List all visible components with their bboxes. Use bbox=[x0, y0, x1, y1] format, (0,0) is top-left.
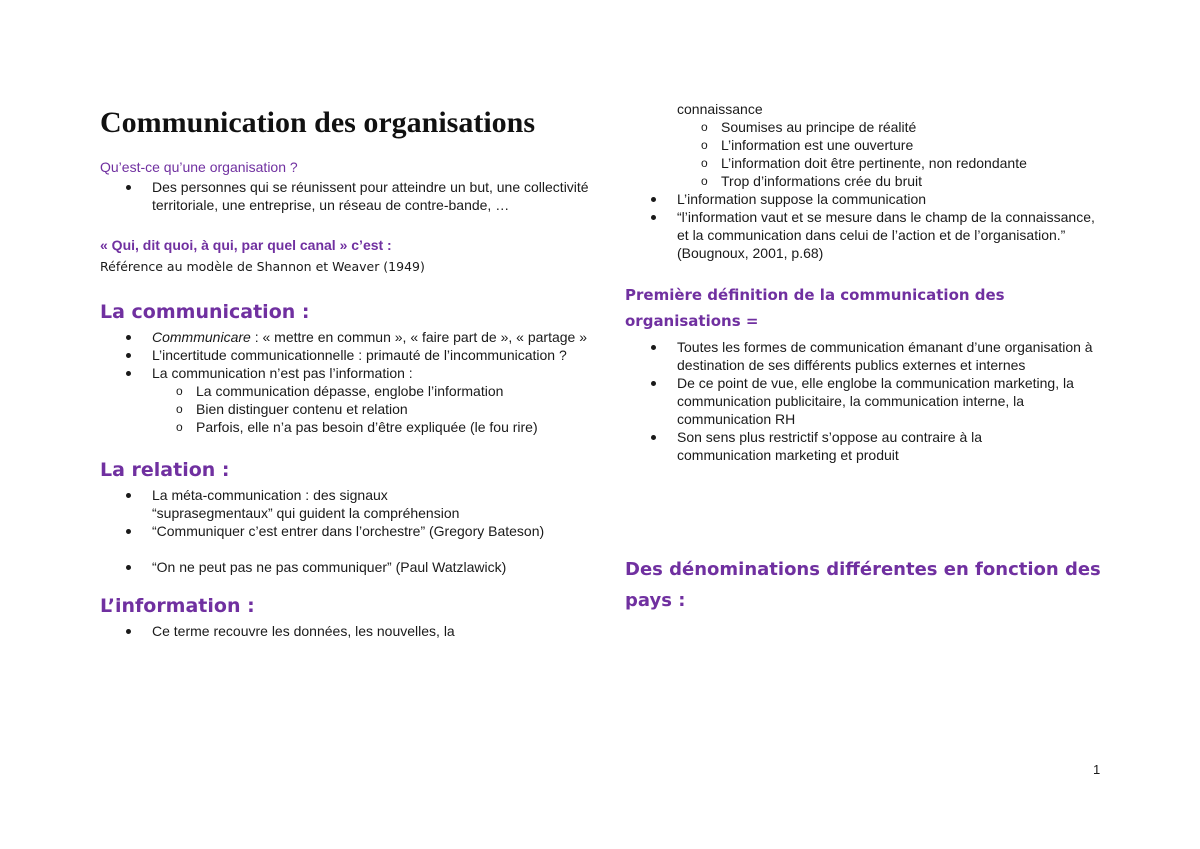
list-item: La méta-communication : des signaux “suprasegmentaux” qui guident la compréhension bbox=[100, 486, 590, 522]
circle-bullet-icon: o bbox=[701, 138, 708, 152]
communication-list bbox=[100, 328, 590, 436]
information-heading: L’information : bbox=[100, 595, 255, 617]
bullet-icon bbox=[126, 335, 131, 340]
right-column bbox=[625, 100, 1105, 616]
shannon-reference: Référence au modèle de Shannon et Weaver (1949) bbox=[100, 259, 425, 274]
list-item: La communication n’est pas l’information : bbox=[100, 364, 590, 382]
bullet-icon bbox=[651, 197, 656, 202]
sub-list-item: o L’information est une ouverture bbox=[701, 137, 914, 153]
list-item: L’information suppose la communication bbox=[625, 190, 1105, 208]
definition-list bbox=[625, 338, 1105, 464]
list-item: “Communiquer c’est entrer dans l’orchestre” (Gregory Bateson) bbox=[100, 522, 590, 540]
bullet-icon bbox=[126, 371, 131, 376]
information-list-start bbox=[100, 622, 590, 640]
bullet-icon bbox=[651, 215, 656, 220]
communication-heading: La communication : bbox=[100, 301, 310, 323]
list-item: “l’information vaut et se mesure dans le champ de la connaissance, et la communication dans celui de l’action et de l’organisation.” (Bougnoux, 2001, p.68) bbox=[625, 208, 1105, 262]
bullet-icon bbox=[126, 529, 131, 534]
sub-list-item: o Soumises au principe de réalité bbox=[701, 119, 917, 135]
circle-bullet-icon: o bbox=[701, 174, 708, 188]
list-item: Des personnes qui se réunissent pour atteindre un but, une collectivité territoriale, une entreprise, un réseau de contre-bande, … bbox=[100, 178, 590, 214]
list-item: Ce terme recouvre les données, les nouvelles, la bbox=[100, 622, 590, 640]
circle-bullet-icon: o bbox=[176, 402, 183, 416]
sub-list-item: o Parfois, elle n’a pas besoin d’être expliquée (le fou rire) bbox=[176, 419, 538, 435]
bullet-icon bbox=[126, 629, 131, 634]
circle-bullet-icon: o bbox=[176, 384, 183, 398]
relation-list bbox=[100, 486, 590, 576]
document-title: Communication des organisations bbox=[100, 106, 536, 139]
organisation-question: Qu’est-ce qu’une organisation ? bbox=[100, 159, 298, 175]
list-item: De ce point de vue, elle englobe la communication marketing, la communication publicitaire, la communication interne, la communication RH bbox=[625, 374, 1105, 428]
information-list-cont bbox=[625, 100, 1105, 262]
denominations-heading: Des dénominations différentes en fonction des pays : bbox=[625, 559, 1101, 611]
list-item: Toutes les formes de communication émanant d’une organisation à destination de ses différents publics externes et internes bbox=[625, 338, 1105, 374]
definition-heading: Première définition de la communication des organisations = bbox=[625, 286, 1005, 330]
sub-list-item: o La communication dépasse, englobe l’information bbox=[176, 383, 504, 399]
circle-bullet-icon: o bbox=[701, 156, 708, 170]
relation-heading: La relation : bbox=[100, 459, 230, 481]
bullet-icon bbox=[126, 493, 131, 498]
list-item-continuation: connaissance bbox=[677, 101, 763, 117]
list-item: “On ne peut pas ne pas communiquer” (Paul Watzlawick) bbox=[100, 558, 590, 576]
shannon-question: « Qui, dit quoi, à qui, par quel canal » c’est : bbox=[100, 237, 392, 253]
communicare-term: Commmunicare bbox=[152, 329, 251, 345]
sub-list-item: o Bien distinguer contenu et relation bbox=[176, 401, 408, 417]
list-item: Son sens plus restrictif s’oppose au contraire à la communication marketing et produit bbox=[625, 428, 1105, 464]
organisation-list bbox=[100, 178, 590, 214]
sub-list-item: o Trop d’informations crée du bruit bbox=[701, 173, 923, 189]
list-item: L’incertitude communicationnelle : primauté de l’incommunication ? bbox=[100, 346, 590, 364]
circle-bullet-icon: o bbox=[176, 420, 183, 434]
page-number: 1 bbox=[1093, 762, 1101, 777]
left-column bbox=[100, 100, 590, 640]
list-item: Commmunicare : « mettre en commun », « faire part de », « partage » bbox=[100, 328, 590, 346]
sub-list-item: o L’information doit être pertinente, non redondante bbox=[701, 155, 1027, 171]
bullet-icon bbox=[126, 353, 131, 358]
bullet-icon bbox=[651, 381, 656, 386]
bullet-icon bbox=[651, 345, 656, 350]
bullet-icon bbox=[651, 435, 656, 440]
bullet-icon bbox=[126, 565, 131, 570]
bullet-icon bbox=[126, 185, 131, 190]
circle-bullet-icon: o bbox=[701, 120, 708, 134]
